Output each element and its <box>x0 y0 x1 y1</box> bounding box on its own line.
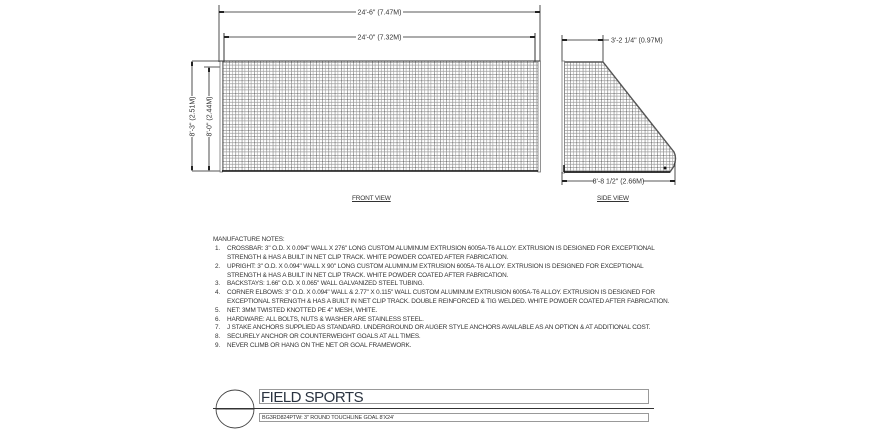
note-number: 7. <box>215 324 221 332</box>
manufacture-notes <box>213 236 673 351</box>
note-item <box>213 316 673 325</box>
note-text: UPRIGHT: 3" O.D. X 0.094" WALL X 90" LONG CUSTOM ALUMINUM EXTRUSION 6005A-T6 ALLOY. EXTRUSION IS DESIGNED FOR EXCEPTIONAL STRENGTH & HAS A BUILT IN NET CLIP TRACK. WHITE POWDER COATED AFTER FABRICATION. <box>227 262 644 279</box>
note-number: 8. <box>215 333 221 341</box>
note-number: 2. <box>215 262 221 270</box>
note-item <box>213 280 673 289</box>
note-item <box>213 324 673 333</box>
title-block-title: FIELD SPORTS <box>259 389 649 404</box>
note-number: 6. <box>215 315 221 323</box>
dim-text-base-depth: 8'-8 1/2" (2.66M) <box>592 178 645 186</box>
note-text: CROSSBAR: 3" O.D. X 0.094" WALL X 276" LONG CUSTOM ALUMINUM EXTRUSION 6005A-T6 ALLOY. EXTRUSION IS DESIGNED FOR EXCEPTIONAL STRENGTH & HAS A BUILT IN NET CLIP TRACK. WHITE POWDER COATED AFTER FABRICATION. <box>227 245 655 262</box>
note-item <box>213 289 673 307</box>
note-item <box>213 333 673 342</box>
note-text: BACKSTAYS: 1.66" O.D. X 0.065" WALL GALVANIZED STEEL TUBING. <box>227 280 425 288</box>
dim-top-depth <box>562 39 609 41</box>
side-view <box>562 35 682 185</box>
title-block-divider <box>213 408 654 409</box>
notes-header: MANUFACTURE NOTES: <box>213 236 285 243</box>
note-number: 3. <box>215 280 221 288</box>
dim-text-overall-height: 8'-3" (2.51M) <box>189 96 197 137</box>
note-item <box>213 263 673 281</box>
dim-text-top-depth: 3'-2 1/4" (0.97M) <box>611 37 663 45</box>
note-number: 5. <box>215 306 221 314</box>
note-text: SECURELY ANCHOR OR COUNTERWEIGHT GOALS AT ALL TIMES. <box>227 333 421 341</box>
dim-text-inner-width: 24'-0" (7.32M) <box>357 34 402 42</box>
section-marker-icon <box>216 390 254 428</box>
dim-text-inner-height: 8'-0" (2.44M) <box>206 96 214 137</box>
front-view-label: FRONT VIEW <box>352 195 391 202</box>
note-text: NEVER CLIMB OR HANG ON THE NET OR GOAL FRAMEWORK. <box>227 342 412 350</box>
dim-text-overall-width: 24'-6" (7.47M) <box>357 9 402 17</box>
side-view-label: SIDE VIEW <box>597 195 629 202</box>
note-text: HARDWARE: ALL BOLTS, NUTS & WASHER ARE STAINLESS STEEL. <box>227 315 424 323</box>
front-view <box>191 5 541 172</box>
title-block-subtitle: BG3RD824PTW: 3" ROUND TOUCHLINE GOAL 8'X24' <box>259 413 649 422</box>
note-text: J STAKE ANCHORS SUPPLIED AS STANDARD. UNDERGROUND OR AUGER STYLE ANCHORS AVAILABLE AS AN OPTION & AT ADDITIONAL COST. <box>227 324 651 332</box>
note-number: 4. <box>215 289 221 297</box>
note-text: NET: 3MM TWISTED KNOTTED PE 4" MESH, WHITE. <box>227 306 378 314</box>
note-item <box>213 245 673 263</box>
note-number: 9. <box>215 342 221 350</box>
note-text: CORNER ELBOWS: 3" O.D. X 0.094" WALL & 2.77" X 0.115" WALL CUSTOM ALUMINUM EXTRUSION 6005A-T6 ALLOY. EXTRUSION IS DESIGNED FOR EXCEPTIONAL STRENGTH & HAS A BUILT IN NET CLIP TRACK. DOUBLE REINFORCED & TIG WELDED. WHITE POWDER COATED AFTER FABRICATION. <box>227 289 670 306</box>
side-goal-frame <box>562 60 682 175</box>
note-item <box>213 342 673 351</box>
note-number: 1. <box>215 245 221 253</box>
front-goal-frame <box>220 61 541 172</box>
note-item <box>213 307 673 316</box>
